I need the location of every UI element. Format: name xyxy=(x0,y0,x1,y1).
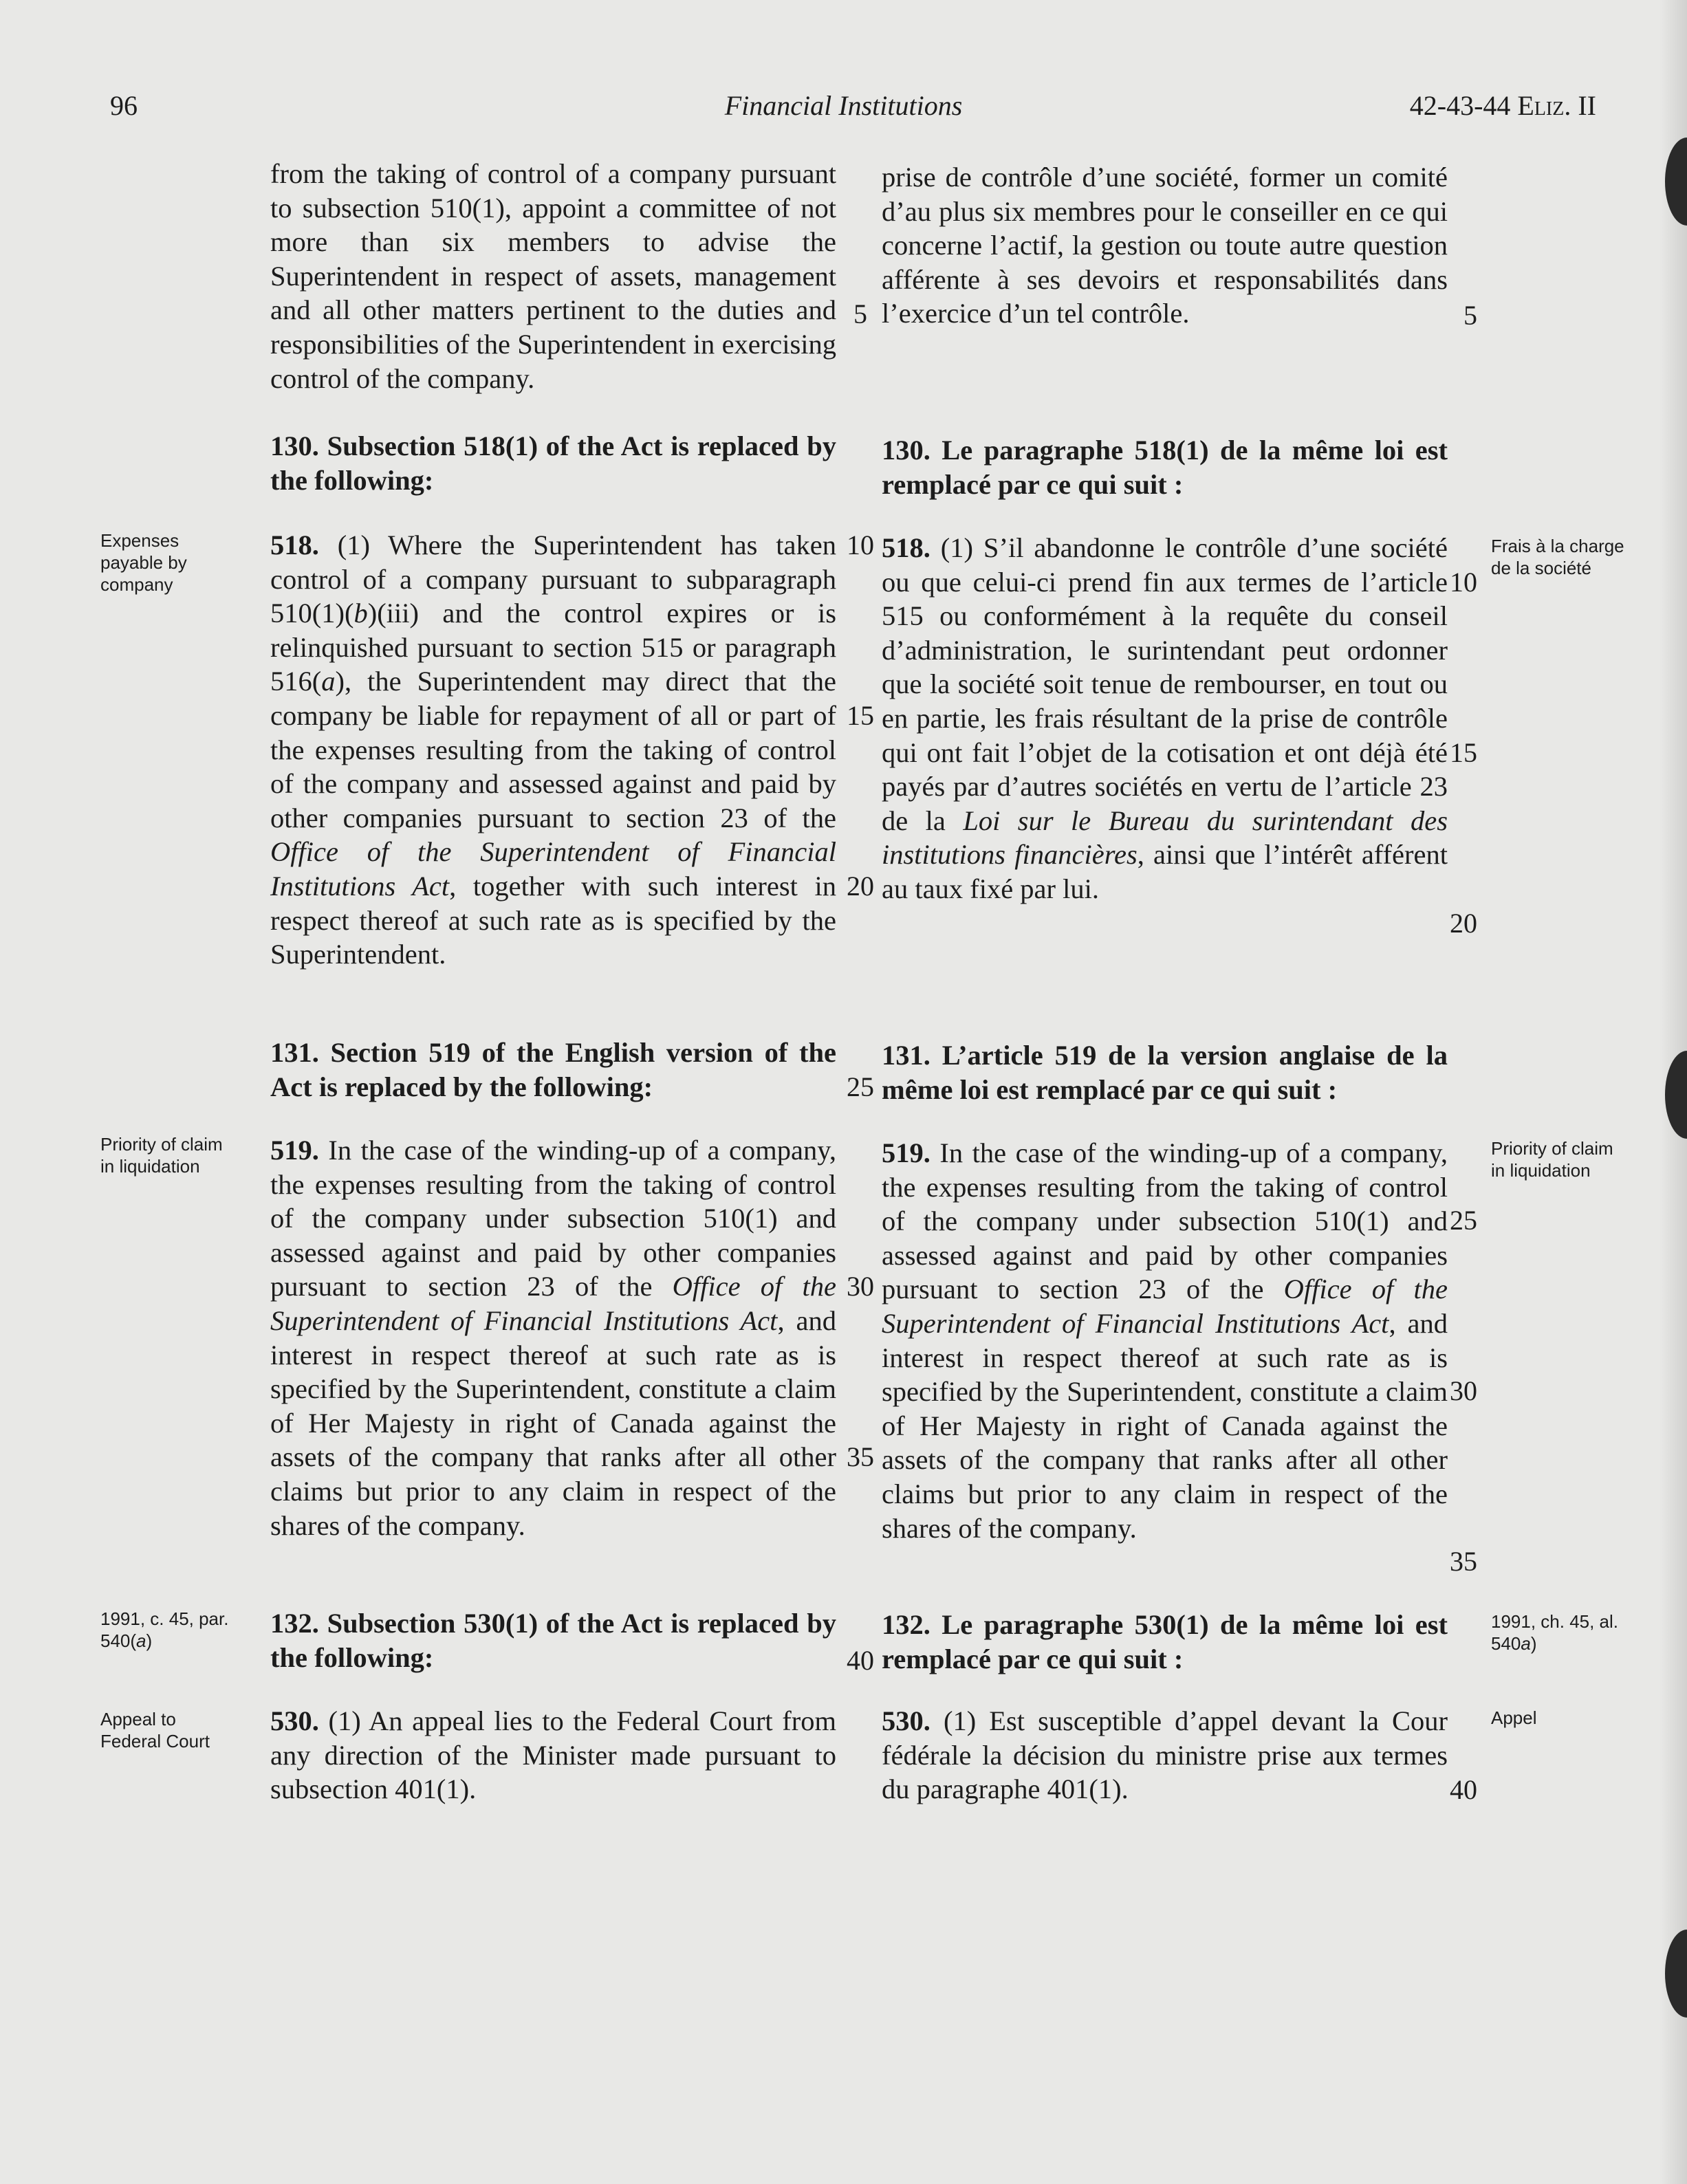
regnal-year: 42-43-44 Eliz. II xyxy=(1409,90,1596,121)
clause-132-heading-en: 132. Subsection 530(1) of the Act is replaced by the following: xyxy=(270,1608,837,1673)
clause-130-heading-fr: 130. Le paragraphe 518(1) de la même loi est remplacé par ce qui suit : xyxy=(882,435,1448,500)
line-number: 20 xyxy=(847,871,874,902)
page-number: 96 xyxy=(110,90,138,121)
line-number: 40 xyxy=(847,1645,874,1676)
intro-fr: prise de contrôle d’une société, former un comité d’au plus six membres pour le conseiller en ce qui concerne l’actif, la gestion ou toute autre question afférente à ses devoirs et responsabilités dans l’exercice d’un tel contrôle. xyxy=(882,162,1448,329)
line-number: 35 xyxy=(1450,1546,1477,1577)
line-number: 25 xyxy=(847,1071,874,1102)
marginal-note-en: Appeal to Federal Court xyxy=(100,1709,210,1751)
clause-130-heading-en: 130. Subsection 518(1) of the Act is replaced by the following: xyxy=(270,430,837,496)
amendment-citation-fr: 1991, ch. 45, al. 540a) xyxy=(1491,1611,1619,1654)
line-number: 10 xyxy=(847,529,874,560)
clause-131-heading-fr: 131. L’article 519 de la version anglaise de la même loi est remplacé par ce qui suit : xyxy=(882,1040,1448,1105)
intro-en: from the taking of control of a company pursuant to subsection 510(1), appoint a committee of not more than six members to advise the Superintendent in respect of assets, management and all other matters pertinent to the duties and responsibilities of the Superintendent in exercising control of the company. xyxy=(270,158,836,394)
line-number: 30 xyxy=(1450,1375,1477,1406)
section-530-fr: 530. (1) Est susceptible d’appel devant la Cour fédérale la décision du ministre prise aux termes du paragraphe 401(1). xyxy=(882,1705,1448,1805)
section-530-en: 530. (1) An appeal lies to the Federal Court from any direction of the Minister made pursuant to subsection 401(1). xyxy=(270,1705,836,1805)
running-header xyxy=(0,89,1687,131)
line-number: 30 xyxy=(847,1271,874,1302)
clause-132-heading-fr: 132. Le paragraphe 530(1) de la même loi est remplacé par ce qui suit : xyxy=(882,1609,1448,1674)
marginal-note-fr: Priority of claim in liquidation xyxy=(1491,1138,1613,1181)
line-number: 5 xyxy=(1463,300,1477,331)
line-number: 25 xyxy=(1450,1205,1477,1236)
section-518-en: 518. (1) Where the Superintendent has taken control of a company pursuant to subparagraph 510(1)(b)(iii) and the control expires or is relinquished pursuant to section 515 or paragraph 516(a), the Superintendent may direct that the company be liable for repayment of all or part of the expenses resulting from the taking of control of the company and assessed against and paid by other companies pursuant to section 23 of the Office of the Superintendent of Financial Institutions Act, together with such interest in respect thereof at such rate as is specified by the Superintendent. xyxy=(270,529,836,970)
marginal-note-fr: Frais à la charge de la société xyxy=(1491,536,1624,578)
section-518-fr: 518. (1) S’il abandonne le contrôle d’une société ou que celui-ci prend fin aux termes de l’article 515 ou conformément à la requête du conseil d’administration, le surintendant peut ordonner que la société soit tenue de rembourser, en tout ou en partie, les frais résultant de la prise de contrôle qui ont fait l’objet de la cotisation et ont déjà été payés par d’autres sociétés en vertu de l’article 23 de la Loi sur le Bureau du surintendant des institutions financières, ainsi que l’intérêt afférent au taux fixé par lui. xyxy=(882,532,1448,904)
amendment-citation-en: 1991, c. 45, par. 540(a) xyxy=(100,1608,229,1651)
marginal-note-en: Expenses payable by company xyxy=(100,530,187,595)
running-title: Financial Institutions xyxy=(724,90,963,121)
marginal-note-en: Priority of claim in liquidation xyxy=(100,1134,223,1177)
line-number: 20 xyxy=(1450,908,1477,939)
line-number: 15 xyxy=(1450,737,1477,768)
line-number: 10 xyxy=(1450,567,1477,598)
line-number: 40 xyxy=(1450,1774,1477,1805)
section-519-fr: 519. In the case of the winding-up of a company, the expenses resulting from the taking of control of the company under subsection 510(1) and assessed against and paid by other companies pursuant to section 23 of the Office of the Superintendent of Financial Institutions Act, and interest in respect thereof at such rate as is specified by the Superintendent, constitute a claim of Her Majesty in right of Canada against the assets of the company that ranks after all other claims but prior to any claim in respect of the shares of the company. xyxy=(882,1137,1448,1544)
line-number: 35 xyxy=(847,1441,874,1472)
section-519-en: 519. In the case of the winding-up of a company, the expenses resulting from the taking of control of the company under subsection 510(1) and assessed against and paid by other companies pursuant to section 23 of the Office of the Superintendent of Financial Institutions Act, and interest in respect thereof at such rate as is specified by the Superintendent, constitute a claim of Her Majesty in right of Canada against the assets of the company that ranks after all other claims but prior to any claim in respect of the shares of the company. xyxy=(270,1135,836,1541)
line-number: 5 xyxy=(853,298,867,329)
clause-131-heading-en: 131. Section 519 of the English version of the Act is replaced by the following: xyxy=(270,1037,836,1102)
marginal-note-fr: Appel xyxy=(1491,1707,1537,1728)
line-number: 15 xyxy=(847,700,874,731)
